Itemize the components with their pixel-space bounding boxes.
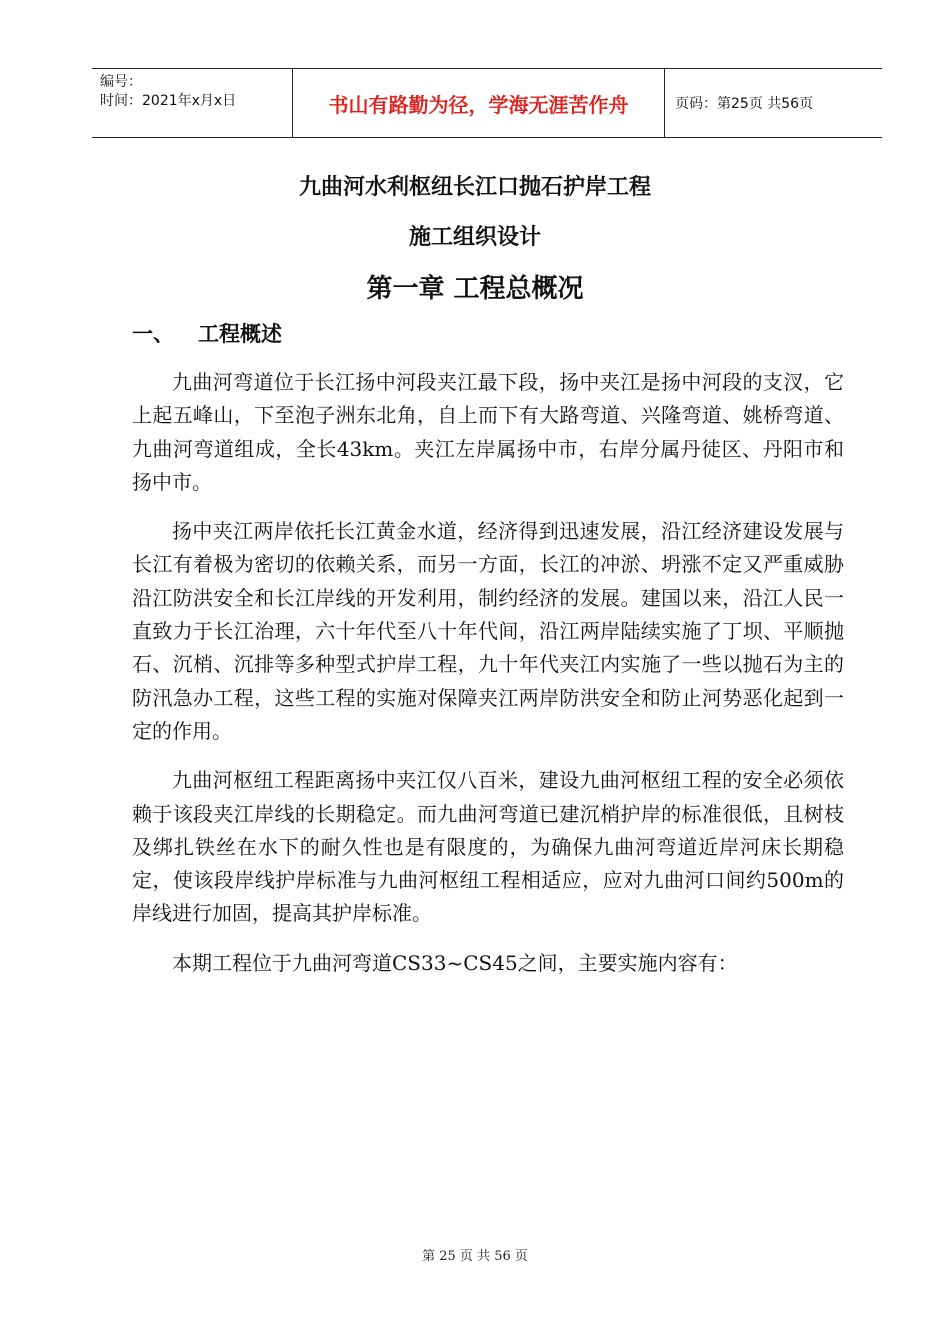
paragraph: 九曲河弯道位于长江扬中河段夹江最下段，扬中夹江是扬中河段的支汊，它上起五峰山，下至泡子洲东北角，自上而下有大路弯道、兴隆弯道、姚桥弯道、九曲河弯道组成，全长43km。夹江左岸属扬中市，右岸分属丹徒区、丹阳市和扬中市。 bbox=[132, 370, 844, 494]
document-subtitle: 施工组织设计 bbox=[408, 225, 541, 250]
section-number: 一、 bbox=[132, 322, 174, 346]
paragraph: 九曲河枢纽工程距离扬中夹江仅八百米，建设九曲河枢纽工程的安全必须依赖于该段夹江岸线的长期稳定。而九曲河弯道已建沉梢护岸的标准很低，且树枝及绑扎铁丝在水下的耐久性也是有限度的，为确保九曲河弯道近岸河床长期稳定，使该段岸线护岸标准与九曲河枢纽工程相适应，应对九曲河口间约500m的岸线进行加固，提高其护岸标准。 bbox=[132, 768, 844, 926]
header-page-info: 页码：第25页 共56页 bbox=[675, 96, 814, 112]
time-label: 时间：2021年x月x日 bbox=[100, 93, 237, 109]
document-title: 九曲河水利枢纽长江口抛石护岸工程 bbox=[298, 175, 651, 200]
header-motto: 书山有路勤为径，学海无涯苦作舟 bbox=[293, 69, 665, 137]
section-title: 工程概述 bbox=[198, 322, 282, 346]
header-meta bbox=[92, 69, 293, 137]
page-header bbox=[92, 68, 882, 138]
chapter-heading: 第一章 工程总概况 bbox=[366, 274, 584, 304]
section-heading bbox=[132, 318, 282, 348]
body-text bbox=[132, 366, 844, 996]
paragraph: 本期工程位于九曲河弯道CS33~CS45之间，主要实施内容有： bbox=[172, 950, 738, 975]
page-footer: 第 25 页 共 56 页 bbox=[422, 1249, 528, 1264]
code-label: 编号： bbox=[100, 74, 142, 90]
paragraph: 扬中夹江两岸依托长江黄金水道，经济得到迅速发展，沿江经济建设发展与长江有着极为密切的依赖关系，而另一方面，长江的冲淤、坍涨不定又严重威胁沿江防洪安全和长江岸线的开发利用，制约经济的发展。建国以来，沿江人民一直致力于长江治理，六十年代至八十年代间，沿江两岸陆续实施了丁坝、平顺抛石、沉梢、沉排等多种型式护岸工程，九十年代夹江内实施了一些以抛石为主的防汛急办工程，这些工程的实施对保障夹江两岸防洪安全和防止河势恶化起到一定的作用。 bbox=[132, 519, 844, 743]
